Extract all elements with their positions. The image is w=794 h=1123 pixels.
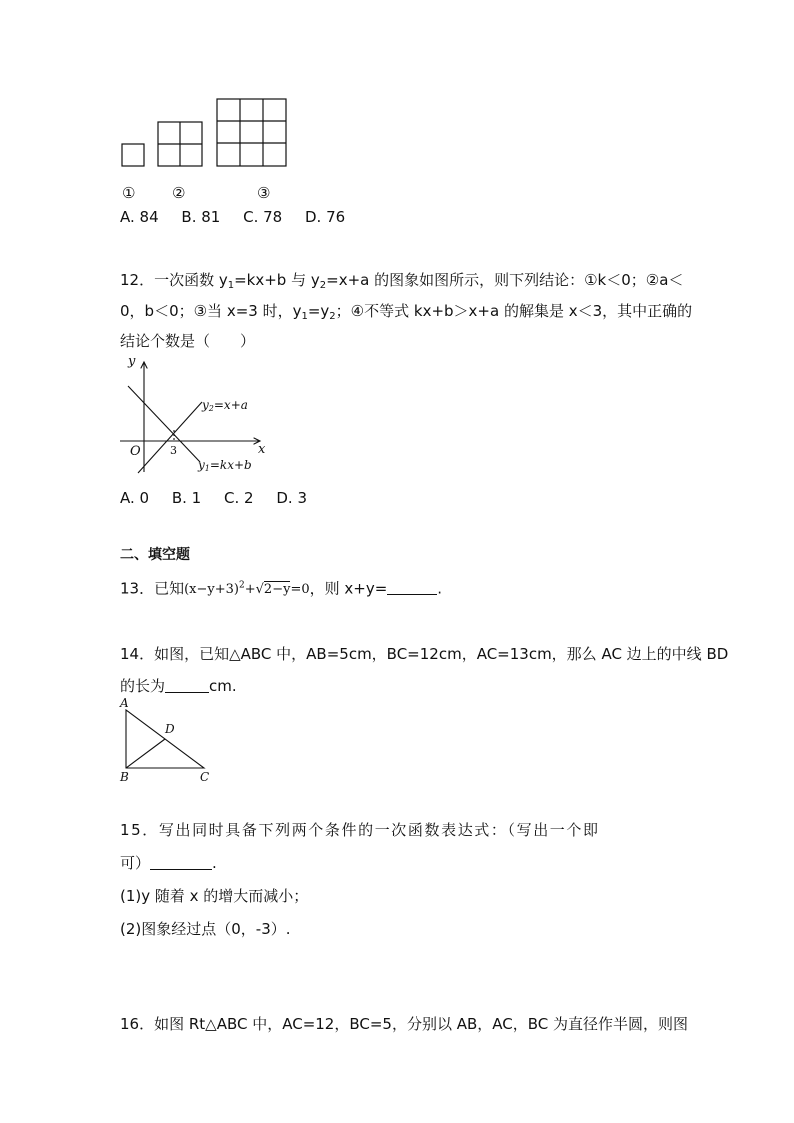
y2-line-label: [202, 398, 248, 413]
q13-answer-blank[interactable]: [387, 580, 437, 595]
q14-answer-blank[interactable]: [165, 678, 209, 693]
y-axis-label: y: [128, 354, 136, 369]
vertex-a-label: A: [120, 696, 129, 710]
tick-label-3: 3: [170, 444, 177, 457]
square-label-3: ③: [257, 184, 271, 202]
q12-choice-d[interactable]: D. 3: [276, 489, 307, 507]
q13-line: [120, 576, 442, 600]
q14-text: 的长为: [120, 677, 166, 695]
q12-graph: [118, 354, 278, 478]
q12-choice-a[interactable]: A. 0: [120, 489, 150, 507]
q15-line2: [120, 853, 217, 873]
q11-choices: [120, 207, 363, 227]
label-sub: 1: [204, 464, 210, 473]
q15-line1: 15．写出同时具备下列两个条件的一次函数表达式：（写出一个即: [120, 821, 600, 839]
q12-choice-b[interactable]: B. 1: [171, 489, 202, 507]
square-label-1: ①: [122, 184, 136, 202]
squares-figure: [120, 96, 290, 171]
q13-expression: [184, 582, 310, 597]
q13-text: .: [437, 579, 443, 598]
expr-part: (x−y+3): [184, 582, 239, 598]
q11-choice-d[interactable]: D. 76: [305, 208, 346, 226]
q12-text: ；④不等式 kx+b＞x+a 的解集是 x＜3，其中正确的: [335, 302, 693, 320]
q15-condition-1: (1)y 随着 x 的增大而减小；: [120, 887, 309, 905]
q15-condition-2: (2)图象经过点（0，-3）.: [120, 920, 291, 938]
sqrt-symbol: √: [255, 582, 264, 598]
label-sub: 2: [208, 404, 214, 413]
label-text: =x+a: [213, 398, 248, 412]
q12-choice-c[interactable]: C. 2: [224, 489, 254, 507]
q15-text: .: [212, 854, 217, 872]
q12-text: 12．一次函数 y: [120, 271, 228, 289]
expr-part: =0: [290, 582, 310, 598]
q12-text: =x+a 的图象如图所示，则下列结论：①k＜0；②a＜: [326, 271, 684, 289]
q12-line2: [120, 301, 692, 327]
expr-root: 2−y: [263, 582, 291, 598]
q15-answer-blank[interactable]: [150, 855, 212, 870]
q12-sub: 2: [329, 311, 336, 322]
q12-line3: 结论个数是（ ）: [120, 332, 256, 350]
q11-choice-a[interactable]: A. 84: [120, 208, 159, 226]
q12-sub: 2: [319, 280, 327, 291]
q14-triangle-figure: [118, 698, 218, 788]
origin-label: O: [130, 444, 141, 459]
label-text: =kx+b: [209, 458, 252, 472]
q12-text: =y: [307, 302, 330, 320]
vertex-c-label: C: [200, 770, 210, 784]
q12-sub: 1: [301, 311, 308, 322]
expr-part: +: [244, 582, 256, 598]
q12-line1: [120, 270, 683, 296]
y1-line-label: [198, 458, 252, 473]
section-heading: 二、填空题: [120, 547, 190, 563]
x-axis-label: x: [258, 442, 266, 457]
label-text: y: [202, 398, 209, 412]
q12-text: =kx+b 与 y: [234, 271, 320, 289]
vertex-b-label: B: [120, 770, 129, 784]
q12-text: 0，b＜0；③当 x=3 时，y: [120, 302, 302, 320]
q16-line1: 16．如图 Rt△ABC 中，AC=12，BC=5，分别以 AB，AC，BC 为直径作半圆，则图: [120, 1015, 689, 1033]
q14-line1: 14．如图，已知△ABC 中，AB=5cm，BC=12cm，AC=13cm，那么 AC 边上的中线 BD: [120, 645, 729, 663]
expr-sup: 2: [238, 581, 245, 591]
q15-text: 可）: [120, 854, 151, 872]
label-text: y: [198, 458, 205, 472]
q12-choices: [120, 488, 325, 508]
q13-text: 13．已知: [120, 579, 185, 598]
square-label-2: ②: [172, 184, 186, 202]
q11-choice-b[interactable]: B. 81: [181, 208, 221, 226]
q14-line2: [120, 676, 237, 696]
q13-text: ，则 x+y=: [309, 579, 388, 598]
q14-text: cm.: [209, 677, 237, 695]
q12-sub: 1: [227, 280, 235, 291]
vertex-d-label: D: [165, 722, 175, 736]
q11-choice-c[interactable]: C. 78: [243, 208, 283, 226]
